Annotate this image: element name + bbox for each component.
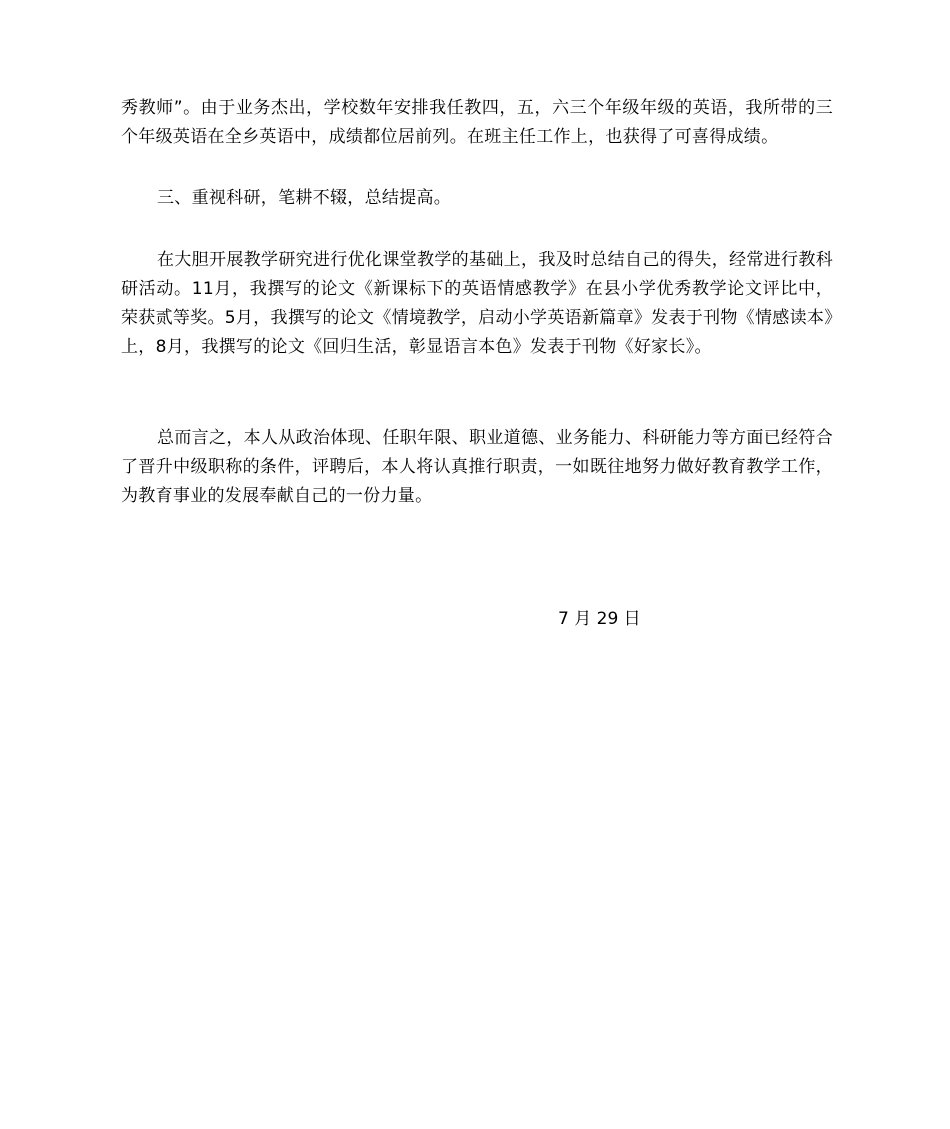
paragraph-conclusion: 总而言之，本人从政治体现、任职年限、职业道德、业务能力、科研能力等方面已经符合了晋升中级职称的条件，评聘后，本人将认真推行职责，一如既往地努力做好教育教学工作，为教育事业的发展奉献自己的一份力量。 xyxy=(121,428,833,506)
section-heading: 三、重视科研，笔耕不辍，总结提高。 xyxy=(157,188,452,208)
document-date: 7 月 29 日 xyxy=(558,609,641,629)
paragraph-continuation: 秀教师”。由于业务杰出，学校数年安排我任教四，五，六三个年级年级的英语，我所带的三个年级英语在全乡英语中，成绩都位居前列。在班主任工作上，也获得了可喜得成绩。 xyxy=(121,98,833,147)
paragraph-research: 在大胆开展教学研究进行优化课堂教学的基础上，我及时总结自己的得失，经常进行教科研活动。11月，我撰写的论文《新课标下的英语情感教学》在县小学优秀教学论文评比中，荣获贰等奖。5月，我撰写的论文《情境教学，启动小学英语新篇章》发表于刊物《情感读本》上，8月，我撰写的论文《回归生活，彰显语言本色》发表于刊物《好家长》。 xyxy=(121,250,833,357)
